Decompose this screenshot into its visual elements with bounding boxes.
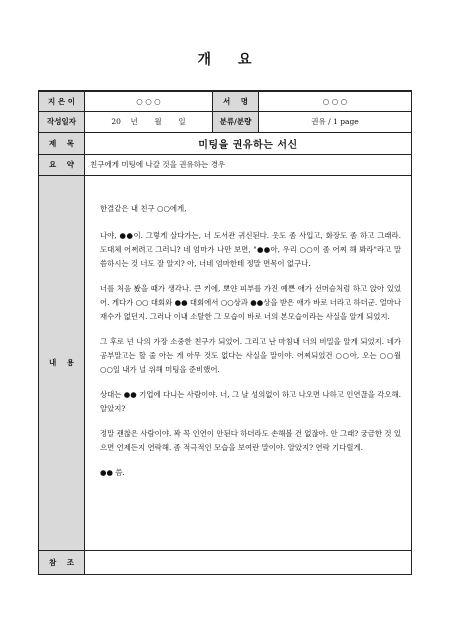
subject-value: 미팅을 권유하는 서신 [85,132,412,154]
overview-form-table [38,90,412,575]
summary-value: 친구에게 미팅에 나갈 것을 권유하는 경우 [85,154,412,175]
summary-label: 요 약 [39,154,85,175]
content-body [85,175,412,550]
document-title [0,49,450,69]
content-label: 내 용 [39,175,85,550]
date-month-unit: 월 [154,117,162,126]
author-label: 지 은 이 [39,91,85,111]
document-title-first: 개 [197,52,212,68]
reference-value [85,550,412,574]
letter-paragraph: 상대는 ●● 기업에 다니는 사람이야. 너, 그 날 성의없이 하고 나오면 나하고 인연끊을 각오해. 알았지? [100,389,401,413]
letter-greeting: 한결같은 내 친구 ○○에게, [100,203,187,213]
signature-label: 서 명 [213,91,259,111]
date-label: 작성일자 [39,111,85,132]
date-day-unit: 일 [178,117,186,126]
subject-label: 제 목 [39,132,85,154]
document-title-second: 요 [238,52,253,68]
date-year: 20 [111,117,121,126]
letter-paragraph: 나야, ●●이. 그렇게 살다가는, 너 도서관 귀신된다. 옷도 좀 사입고, 화장도 좀 하고 그래라. 도대체 어쩌려고 그러니? 네 엄마가 나만 보면, "●●아, 우리 ○○이 좀 어찌 해 봐라"라고 말씀하시는 것 너도 잘 알지? 아, 너네 엄마한테 정말 면목이 없구나. [100,230,401,268]
letter-signoff: ●● 씀. [100,467,125,477]
date-value [85,111,213,132]
category-value: 권유 / 1 page [259,111,412,132]
date-year-unit: 년 [130,117,138,126]
category-label: 분류/분량 [213,111,259,132]
letter-paragraph: 그 후로 넌 나의 가장 소중한 친구가 되었어. 그리고 난 마침내 너의 비밀을 알게 되었지. 네가 공부말고는 할 줄 아는 게 아무 것도 없다는 사실을 말이야. 어찌되었건 ○○아, 오는 ○○월 ○○일 내가 널 위해 미팅을 준비했어. [100,336,401,374]
letter-paragraph: 정말 괜찮은 사람이야. 꽉 꼭 인연이 안된다 하더라도 손해볼 건 없잖아. 안 그래? 궁금한 것 있으면 언제든지 연락해. 좀 적극적인 모습을 보여란 말이야. 알았지? 연락 기다릴게. [100,428,401,452]
reference-label: 참 조 [39,550,85,574]
author-value: ○ ○ ○ [85,91,213,111]
letter-paragraph: 너를 처음 봤을 때가 생각나. 큰 키에, 뽀얀 피부를 가진 예쁜 애가 선머슴처럼 하고 앉아 있었어. 게다가 ○○ 대회와 ●● 대회에서 ○○상과 ●●상을 받은 애가 바로 너라고 하더군. 얼마나 재수가 없던지. 그러나 이내 소탈한 그 모습이 바로 너의 본모습이라는 사실을 알게 되었지. [100,283,402,321]
signature-value: ○ ○ ○ [259,91,412,111]
